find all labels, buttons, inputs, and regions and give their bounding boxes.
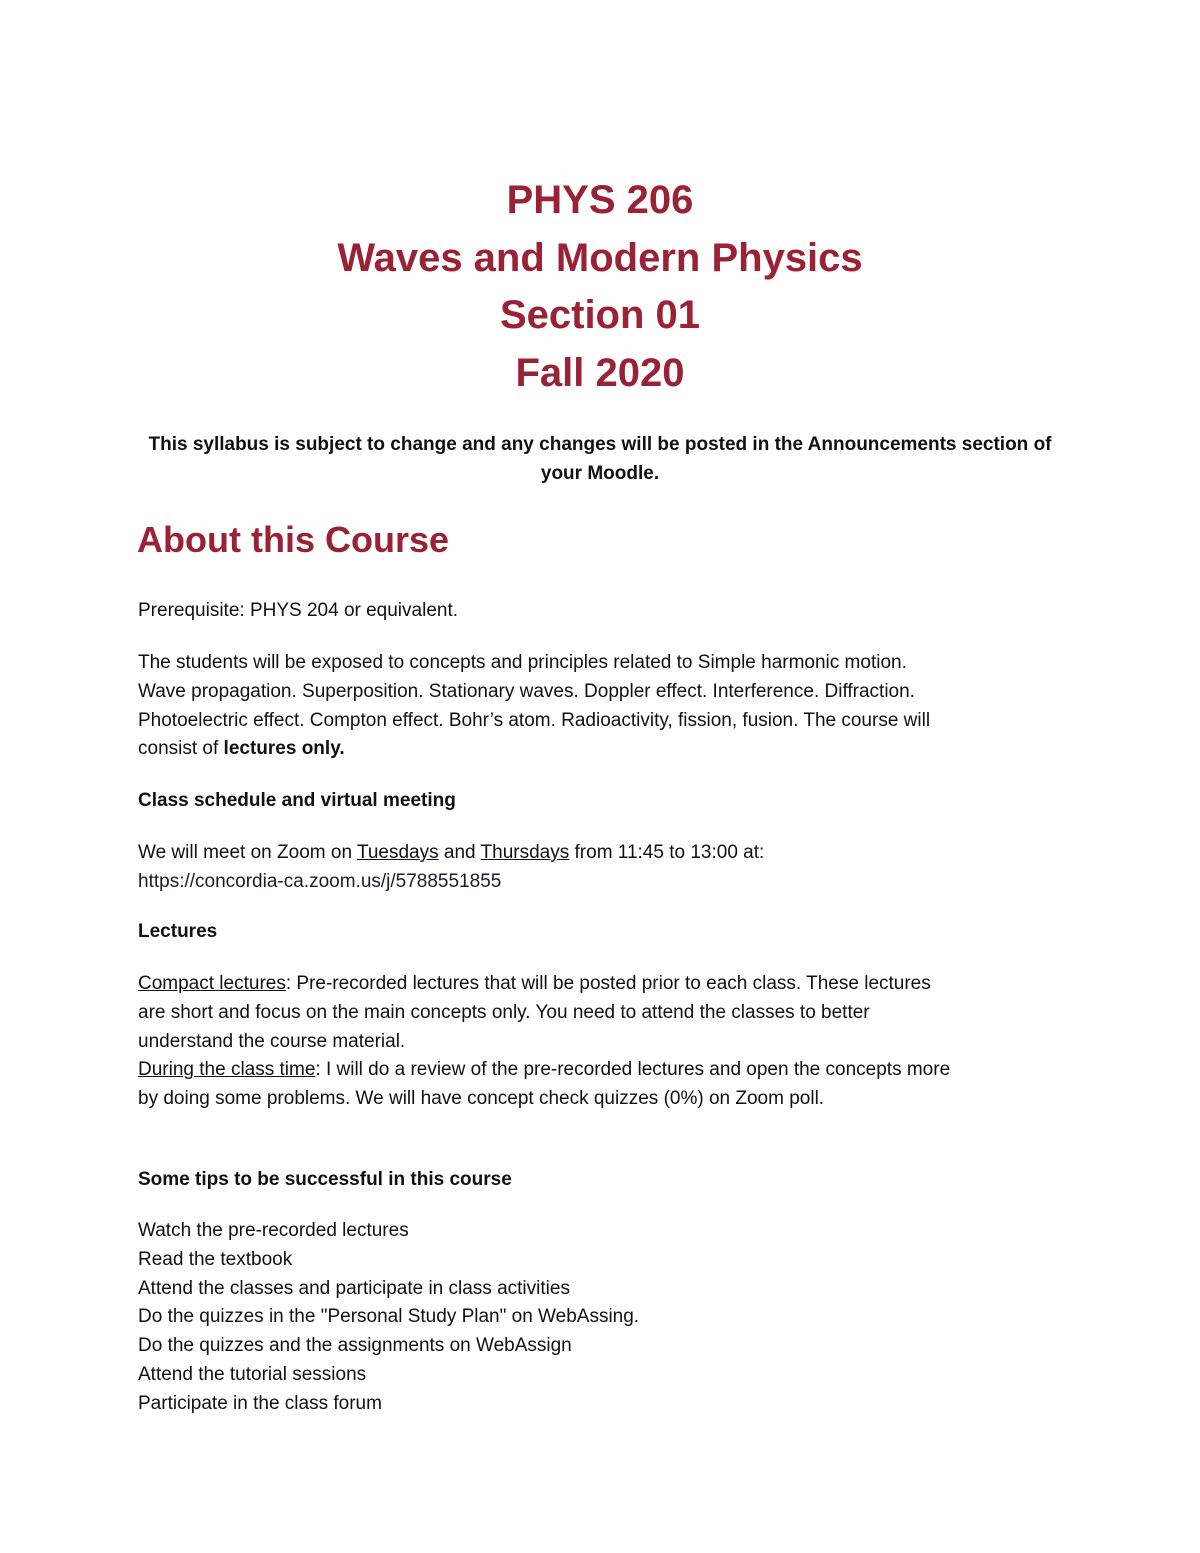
during-class-line [138,1056,1078,1085]
description-line: Photoelectric effect. Compton effect. Bohr’s atom. Radioactivity, fission, fusion. The course will [138,709,931,731]
schedule-text-3: from 11:45 to 13:00 at: [569,842,765,863]
schedule-text-1: We will meet on Zoom on [138,842,357,863]
compact-lectures-line-3: understand the course material. [138,1030,406,1052]
zoom-link[interactable]: https://concordia-ca.zoom.us/j/5788551855 [138,870,502,892]
tip-item: Participate in the class forum [138,1392,382,1414]
lectures-heading: Lectures [138,921,218,942]
compact-lectures-label: Compact lectures [138,973,286,994]
tuesdays-day: Tuesdays [356,842,439,863]
syllabus-change-notice: This syllabus is subject to change and any changes will be posted in the Announcements section of your Moodle. [148,434,1052,484]
tips-heading: Some tips to be successful in this course [138,1169,512,1190]
during-class-label: During the class time [138,1059,316,1081]
course-title: Waves and Modern Physics [337,235,863,280]
course-title-block [0,172,1200,402]
tip-item: Do the quizzes and the assignments on WebAssign [138,1335,572,1357]
tip-item: Read the textbook [138,1248,293,1270]
tips-list [138,1217,1078,1419]
during-class-rest: : I will do a review of the pre-recorded lectures and open the concepts more [315,1059,951,1081]
course-term: Fall 2020 [515,350,685,395]
compact-lectures-rest: : Pre-recorded lectures that will be posted prior to each class. These lectures [285,973,931,994]
course-description [138,649,1078,764]
tip-item: Do the quizzes in the "Personal Study Plan" on WebAssing. [138,1306,640,1328]
prerequisite: Prerequisite: PHYS 204 or equivalent. [138,600,459,621]
description-end-prefix: consist of [138,738,224,760]
description-line-end [138,735,1078,764]
course-section: Section 01 [499,293,701,337]
compact-lectures-line-2: are short and focus on the main concepts only. You need to attend the classes to better [138,1001,870,1023]
course-code: PHYS 206 [506,178,694,222]
schedule-heading: Class schedule and virtual meeting [138,790,456,811]
tip-item: Attend the tutorial sessions [138,1363,367,1385]
about-heading: About this Course [137,519,449,560]
during-class-line-2: by doing some problems. We will have concept check quizzes (0%) on Zoom poll. [138,1088,825,1110]
lectures-text [138,970,1078,1114]
lectures-only-emphasis: lectures only. [223,738,345,760]
tip-item: Attend the classes and participate in class activities [138,1277,570,1299]
thursdays-day: Thursdays [480,842,570,863]
description-line: Wave propagation. Superposition. Stationary waves. Doppler effect. Interference. Diffraction. [138,680,915,702]
tip-item: Watch the pre-recorded lectures [138,1220,409,1241]
schedule-line [138,839,1078,868]
compact-lectures-line [138,970,1078,999]
schedule-text [138,839,1078,897]
schedule-text-2: and [438,842,481,863]
description-line: The students will be exposed to concepts and principles related to Simple harmonic motion. [138,652,907,673]
